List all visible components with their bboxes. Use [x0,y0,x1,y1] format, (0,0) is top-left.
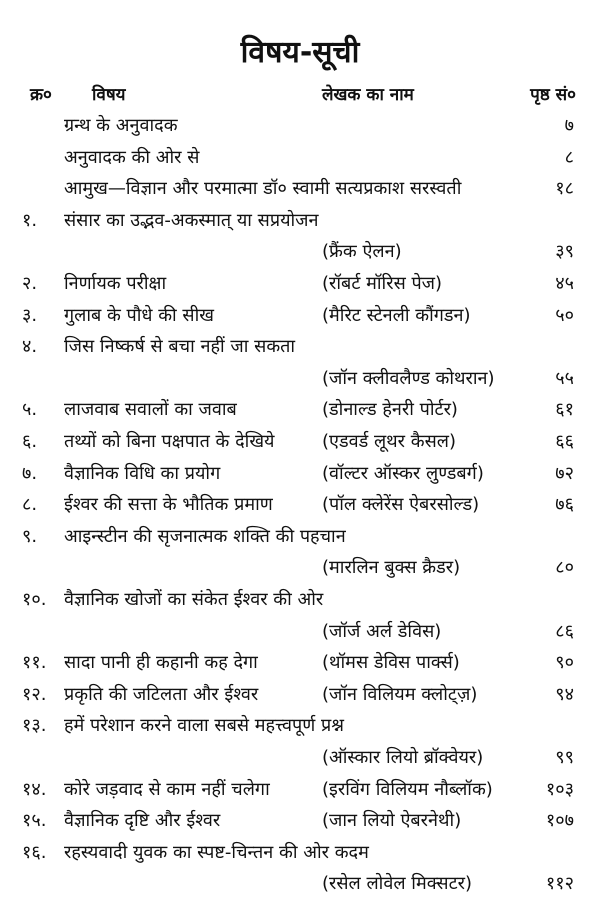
contents-row [0,429,600,459]
entry-page-number: १०३ [545,778,574,800]
header-serial-no: क्र० [30,85,52,105]
contents-row [0,492,600,522]
entry-page-number: ७६ [555,494,574,516]
entry-page-number: ९४ [555,683,574,705]
entry-page-number: ८६ [555,620,574,642]
contents-row [0,840,600,870]
entry-number: १२. [22,683,47,705]
entry-author: (वॉल्टर ऑस्कर लुण्डबर्ग) [322,462,484,484]
contents-row [0,808,600,838]
entry-page-number: ८० [555,557,574,579]
contents-row [0,239,600,269]
entry-number: २. [22,273,38,294]
entry-number: ३. [22,304,38,326]
entry-page-number: ७२ [555,462,574,484]
entry-number: ५. [22,399,38,421]
entry-page-number: ६६ [555,431,574,452]
entry-title: गुलाब के पौधे की सीख [64,304,214,326]
entry-title: प्रकृति की जटिलता और ईश्वर [64,683,259,705]
contents-row [0,745,600,775]
entry-page-number: १०७ [545,810,574,832]
entry-author: (ऑस्कार लियो ब्रॉक्वेयर) [322,747,484,768]
entry-title: आमुख—विज्ञान और परमात्मा डॉ० स्वामी सत्यप्रकाश सरस्वती [64,178,462,200]
entry-author: (जॉर्ज अर्ल डेविस) [322,620,442,642]
contents-row [0,113,600,143]
contents-row [0,619,600,649]
entry-author: (रसेल लोवेल मिक्सटर) [322,873,473,895]
entry-author: (थॉमस डेविस पार्क्स) [322,652,460,674]
entry-number: ९. [22,525,38,547]
contents-row [0,461,600,491]
contents-row [0,682,600,712]
entry-author: (जॉन विलियम क्लोट्ज़) [322,683,478,705]
entry-author: (जॉन क्लीवलैण्ड कोथरान) [322,367,495,389]
entry-author: (मारलिन बुक्स क्रैडर) [322,557,461,579]
contents-row [0,650,600,680]
entry-title: लाजवाब सवालों का जवाब [64,399,237,421]
entry-author: (रॉबर्ट मॉरिस पेज) [322,273,443,294]
entry-author: (डोनाल्ड हेनरी पोर्टर) [322,399,458,421]
entry-author: (पॉल क्लेरेंस ऐबरसोल्ड) [322,494,480,516]
entry-title: आइन्स्टीन की सृजनात्मक शक्ति की पहचान [64,525,346,547]
entry-author: (एडवर्ड लूथर कैसल) [322,431,456,452]
entry-number: १. [22,209,38,231]
entry-number: १०. [22,589,47,610]
entry-title: सादा पानी ही कहानी कह देगा [64,652,258,674]
contents-row [0,871,600,901]
entry-number: १३. [22,715,47,737]
contents-row [0,397,600,427]
entry-page-number: ८ [564,146,574,168]
entry-page-number: ३९ [555,241,574,263]
entry-page-number: ११२ [545,873,574,895]
entry-author: (मैरिट स्टेनली कौंगडन) [322,304,471,326]
contents-row [0,713,600,743]
entry-title: रहस्यवादी युवक का स्पष्ट-चिन्तन की ओर कदम [64,841,369,863]
entry-number: ६. [22,431,38,452]
contents-row [0,176,600,206]
entry-number: ११. [22,652,47,674]
contents-row [0,271,600,301]
entry-page-number: ५५ [555,367,574,389]
entry-author: (जान लियो ऐबरनेथी) [322,810,462,832]
entry-number: ७. [22,462,38,484]
entry-page-number: ६१ [555,399,574,421]
contents-row [0,524,600,554]
page-title: विषय-सूची [240,35,360,70]
header-page-no: पृष्ठ सं० [530,85,576,105]
entry-title: वैज्ञानिक खोजों का संकेत ईश्वर की ओर [64,589,324,610]
entry-title: ग्रन्थ के अनुवादक [64,115,178,136]
entry-title: तथ्यों को बिना पक्षपात के देखिये [64,431,275,452]
header-author: लेखक का नाम [322,85,414,105]
entry-page-number: ९९ [555,747,574,768]
entry-title: निर्णायक परीक्षा [64,273,167,294]
entry-page-number: ७ [564,115,574,136]
contents-row [0,208,600,238]
entry-title: वैज्ञानिक विधि का प्रयोग [64,462,221,484]
entry-title: कोरे जड़वाद से काम नहीं चलेगा [64,778,270,800]
entry-number: ८. [22,494,38,516]
entry-title: जिस निष्कर्ष से बचा नहीं जा सकता [64,336,296,358]
entry-page-number: १८ [555,178,574,200]
entry-title: संसार का उद्भव-अकस्मात् या सप्रयोजन [64,209,319,231]
contents-row [0,366,600,396]
contents-row [0,777,600,807]
entry-page-number: ४५ [555,273,574,294]
entry-number: ४. [22,336,38,358]
contents-row [0,303,600,333]
contents-row [0,587,600,617]
entry-title: हमें परेशान करने वाला सबसे महत्त्वपूर्ण प्रश्न [64,715,344,737]
contents-row [0,334,600,364]
contents-row [0,555,600,585]
entry-author: (इरविंग विलियम नौब्लॉक) [322,778,493,800]
entry-number: १५. [22,810,47,832]
entry-number: १४. [22,778,47,800]
entry-title: वैज्ञानिक दृष्टि और ईश्वर [64,810,221,832]
entry-page-number: ५० [555,304,574,326]
entry-author: (फ्रैंक ऐलन) [322,241,402,263]
entry-title: अनुवादक की ओर से [64,146,200,168]
entry-number: १६. [22,841,47,863]
contents-row [0,145,600,175]
entry-page-number: ९० [555,652,574,674]
entry-title: ईश्वर की सत्ता के भौतिक प्रमाण [64,494,273,516]
header-subject: विषय [92,85,126,105]
